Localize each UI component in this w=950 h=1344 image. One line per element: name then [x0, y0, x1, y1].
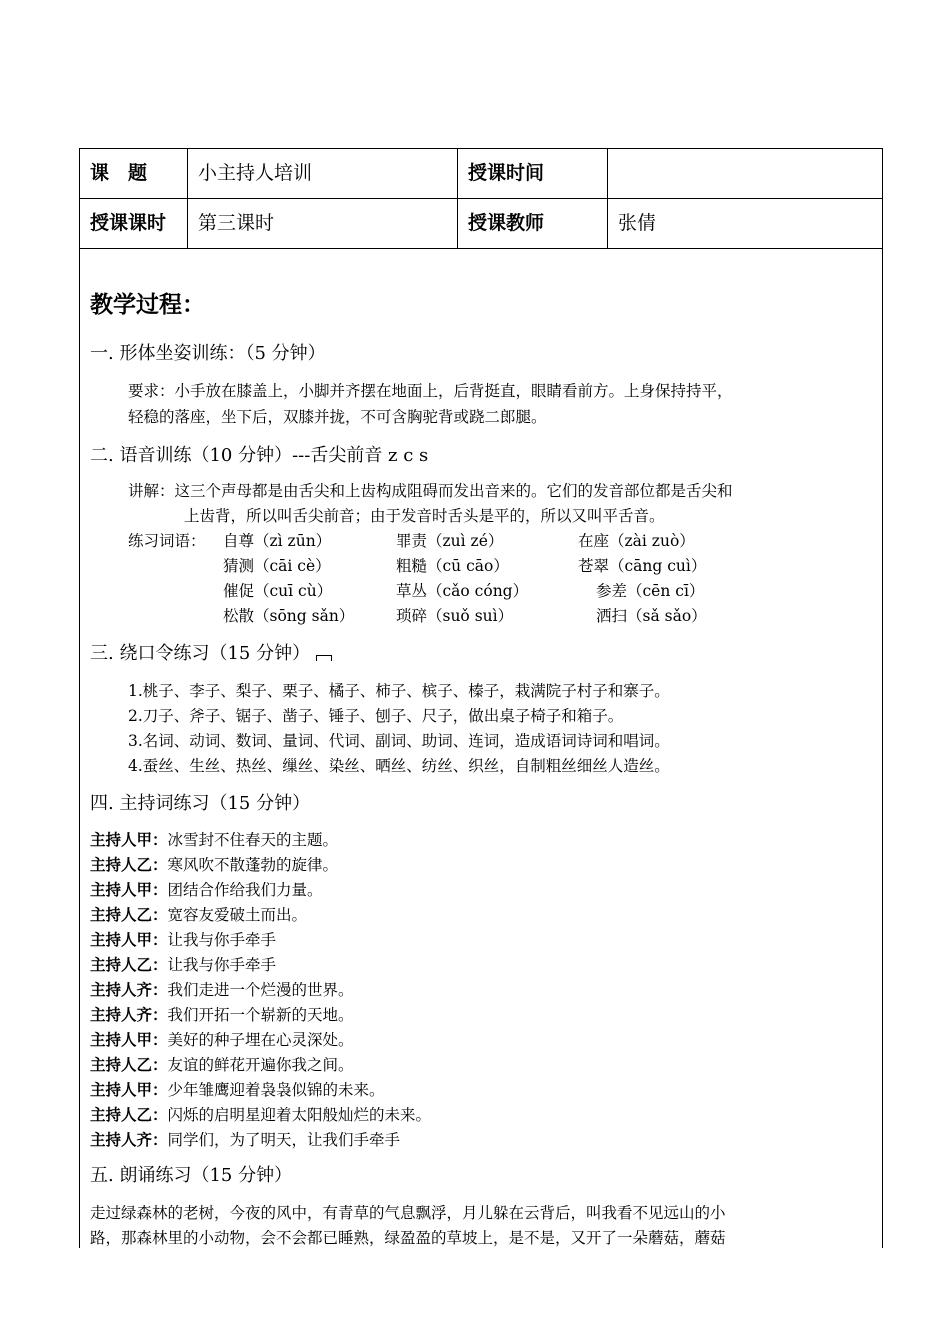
- word-item: 草丛（cǎo cóng）: [396, 582, 529, 600]
- word-item: 催促（cuī cù）: [223, 582, 333, 600]
- line-text: 团结合作给我们力量。: [167, 881, 323, 899]
- line-text: 美好的种子埋在心灵深处。: [167, 1031, 354, 1049]
- speaker: 主持人乙：: [90, 1055, 168, 1074]
- class-time-value: [608, 149, 882, 198]
- word-item: 苍翠（cāng cuì）: [578, 557, 707, 575]
- line-text: 我们走进一个烂漫的世界。: [167, 981, 354, 999]
- section-3-title: 三. 绕口令练习（15 分钟）: [90, 643, 311, 664]
- section-1-line: 轻稳的落座，坐下后，双膝并拢，不可含胸驼背或跷二郎腿。: [128, 408, 547, 426]
- word-item: 猜测（cāi cè）: [223, 557, 331, 575]
- section-2-line: 讲解：这三个声母都是由舌尖和上齿构成阻碍而发出音来的。它们的发音部位都是舌尖和: [128, 482, 733, 500]
- lesson-plan-table: [79, 148, 883, 1248]
- word-item: 参差（cēn cī）: [596, 582, 705, 600]
- line-text: 我们开拓一个崭新的天地。: [167, 1006, 354, 1024]
- speaker: 主持人齐：: [90, 980, 168, 999]
- speaker: 主持人甲：: [90, 930, 168, 949]
- line-text: 闪烁的启明星迎着太阳般灿烂的未来。: [167, 1106, 432, 1124]
- header-row-1: [80, 149, 882, 199]
- topic-value: 小主持人培训: [188, 149, 458, 198]
- word-item: 洒扫（sǎ sǎo）: [596, 607, 707, 625]
- tongue-twister: 2.刀子、斧子、锯子、凿子、锤子、刨子、尺子，做出桌子椅子和箱子。: [128, 707, 624, 725]
- speaker: 主持人甲：: [90, 1030, 168, 1049]
- word-item: 自尊（zì zūn）: [223, 532, 332, 550]
- speaker: 主持人甲：: [90, 1080, 168, 1099]
- line-text: 同学们，为了明天，让我们手牵手: [167, 1131, 401, 1149]
- dialogue-line: [90, 1003, 354, 1025]
- tongue-twister: 3.名词、动词、数词、量词、代词、副词、助词、连词，造成语词诗词和唱词。: [128, 732, 670, 750]
- recitation-line: 路，那森林里的小动物，会不会都已睡熟，绿盈盈的草坡上，是不是，又开了一朵蘑菇，蘑菇: [90, 1229, 726, 1247]
- tongue-twister: 4.蚕丝、生丝、热丝、缫丝、染丝、晒丝、纺丝、织丝，自制粗丝细丝人造丝。: [128, 757, 670, 775]
- speaker: 主持人乙：: [90, 905, 168, 924]
- word-item: 粗糙（cū cāo）: [396, 557, 509, 575]
- teacher-label: 授课教师: [458, 199, 608, 248]
- dialogue-line: [90, 953, 276, 975]
- line-text: 友谊的鲜花开遍你我之间。: [167, 1056, 354, 1074]
- lesson-period-label: 授课课时: [80, 199, 188, 248]
- header-row-2: [80, 199, 882, 249]
- process-title: 教学过程：: [90, 291, 205, 318]
- tongue-twister: 1.桃子、李子、梨子、栗子、橘子、柿子、槟子、榛子，栽满院子村子和寨子。: [128, 682, 670, 700]
- topic-label: 课 题: [80, 149, 188, 198]
- line-text: 让我与你手牵手: [167, 956, 277, 974]
- speaker: 主持人乙：: [90, 1105, 168, 1124]
- dialogue-line: [90, 1103, 431, 1125]
- line-text: 冰雪封不住春天的主题。: [167, 831, 339, 849]
- practice-words-label: 练习词语：: [128, 532, 206, 550]
- section-3-title-row: [90, 639, 332, 665]
- speaker: 主持人甲：: [90, 830, 168, 849]
- dialogue-line: [90, 853, 338, 875]
- dialogue-line: [90, 903, 307, 925]
- dialogue-line: [90, 878, 323, 900]
- word-item: 琐碎（suǒ suì）: [396, 607, 514, 625]
- dialogue-line: [90, 828, 338, 850]
- speaker: 主持人齐：: [90, 1130, 168, 1149]
- speaker: 主持人齐：: [90, 1005, 168, 1024]
- table-marker-icon: [316, 655, 332, 661]
- dialogue-line: [90, 978, 354, 1000]
- recitation-line: 走过绿森林的老树，今夜的风中，有青草的气息飘浮，月儿躲在云背后，叫我看不见远山的小: [90, 1204, 726, 1222]
- dialogue-line: [90, 1078, 385, 1100]
- section-2-line: 上齿背，所以叫舌尖前音；由于发音时舌头是平的，所以又叫平舌音。: [184, 507, 665, 525]
- line-text: 少年雏鹰迎着袅袅似锦的未来。: [167, 1081, 385, 1099]
- lesson-period-value: 第三课时: [188, 199, 458, 248]
- class-time-label: 授课时间: [458, 149, 608, 198]
- word-item: 在座（zài zuò）: [578, 532, 695, 550]
- speaker: 主持人甲：: [90, 880, 168, 899]
- word-item: 松散（sōng sǎn）: [223, 607, 355, 625]
- speaker: 主持人乙：: [90, 855, 168, 874]
- section-4-title: 四. 主持词练习（15 分钟）: [90, 793, 311, 814]
- dialogue-line: [90, 1053, 354, 1075]
- dialogue-line: [90, 1128, 400, 1150]
- dialogue-line: [90, 928, 276, 950]
- section-5-title: 五. 朗诵练习（15 分钟）: [90, 1165, 293, 1186]
- word-item: 罪责（zuì zé）: [396, 532, 504, 550]
- speaker: 主持人乙：: [90, 955, 168, 974]
- section-1-title: 一. 形体坐姿训练：（5 分钟）: [90, 343, 326, 364]
- line-text: 宽容友爱破土而出。: [167, 906, 308, 924]
- line-text: 寒风吹不散蓬勃的旋律。: [167, 856, 339, 874]
- teacher-value: 张倩: [618, 212, 657, 234]
- dialogue-line: [90, 1028, 354, 1050]
- section-2-title: 二. 语音训练（10 分钟）---舌尖前音 z c s: [90, 445, 429, 466]
- line-text: 让我与你手牵手: [167, 931, 277, 949]
- section-1-line: 要求：小手放在膝盖上，小脚并齐摆在地面上，后背挺直，眼睛看前方。上身保持持平，: [128, 382, 733, 400]
